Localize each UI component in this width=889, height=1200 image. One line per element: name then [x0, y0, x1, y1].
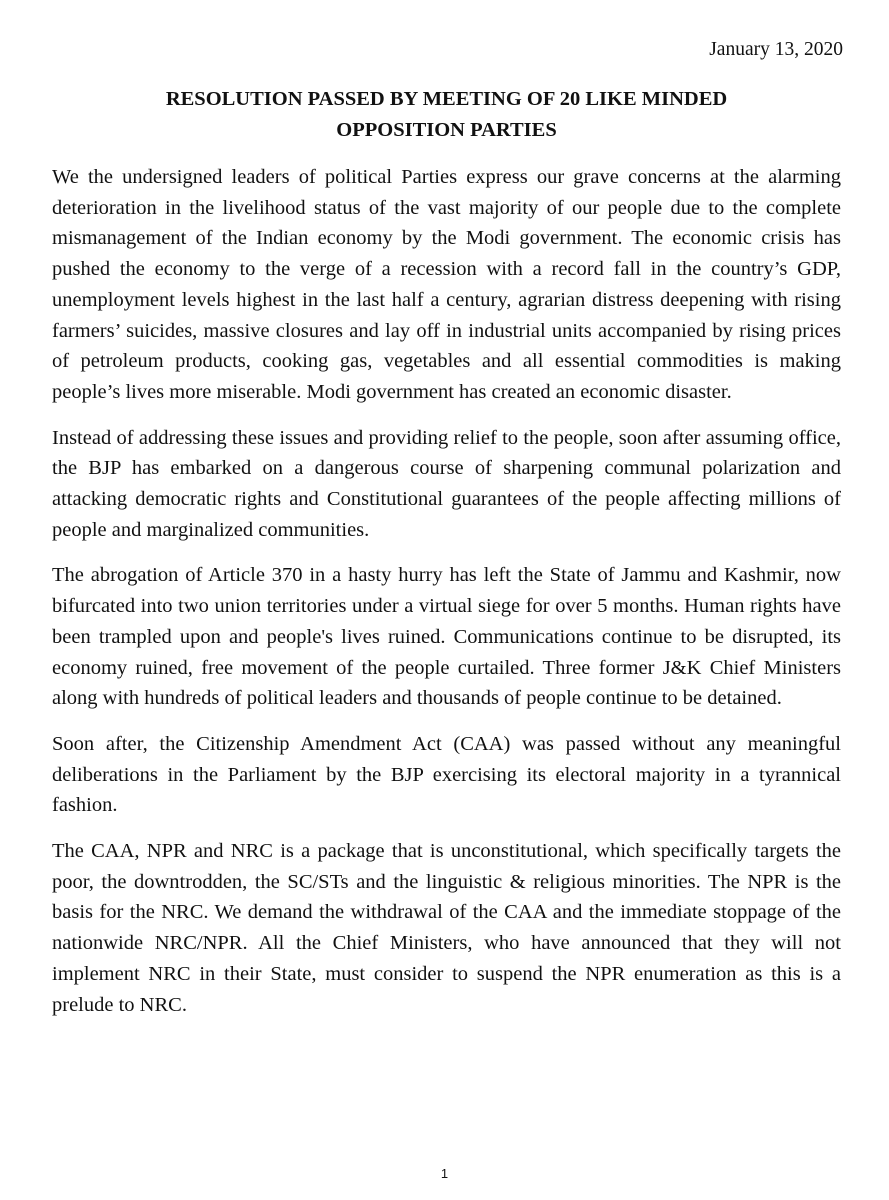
title-line-1: RESOLUTION PASSED BY MEETING OF 20 LIKE MINDED	[165, 88, 728, 110]
paragraph-economy: We the undersigned leaders of political Parties express our grave concerns at the alarming deterioration in the livelihood status of the vast majority of our people due to the complete mismanagement of the Indian economy by the Modi government. The economic crisis has pushed the economy to the verge of a recession with a record fall in the country’s GDP, unemployment levels highest in the last half a century, agrarian distress deepening with rising farmers’ suicides, massive closures and lay off in industrial units accompanied by rising prices of petroleum products, cooking gas, vegetables and all essential commodities is making people’s lives more miserable. Modi government has created an economic disaster.	[52, 166, 841, 403]
paragraph-npr-nrc: The CAA, NPR and NRC is a package that is unconstitutional, which specifically targets the poor, the downtrodden, the SC/STs and the linguistic & religious minorities. The NPR is the basis for the NRC. We demand the withdrawal of the CAA and the immediate stoppage of the nationwide NRC/NPR. All the Chief Ministers, who have announced that they will not implement NRC in their State, must consider to suspend the NPR enumeration as this is a prelude to NRC.	[52, 840, 841, 1016]
document-title	[52, 84, 841, 146]
paragraph-polarization: Instead of addressing these issues and providing relief to the people, soon after assuming office, the BJP has embarked on a dangerous course of sharpening communal polarization and attacking democratic rights and Constitutional guarantees of the people affecting millions of people and marginalized communities.	[52, 426, 841, 541]
title-line-2: OPPOSITION PARTIES	[336, 119, 557, 141]
paragraph-kashmir: The abrogation of Article 370 in a hasty hurry has left the State of Jammu and Kashmir, now bifurcated into two union territories under a virtual siege for over 5 months. Human rights have been trampled upon and people's lives ruined. Communications continue to be disrupted, its economy ruined, free movement of the people curtailed. Three former J&K Chief Ministers along with hundreds of political leaders and thousands of people continue to be detained.	[52, 564, 841, 710]
document-date: January 13, 2020	[709, 39, 843, 60]
paragraph-caa: Soon after, the Citizenship Amendment Act (CAA) was passed without any meaningful deliberations in the Parliament by the BJP exercising its electoral majority in a tyrannical fashion.	[52, 732, 841, 817]
page-number: 1	[440, 1166, 449, 1181]
document-body	[52, 162, 841, 1035]
